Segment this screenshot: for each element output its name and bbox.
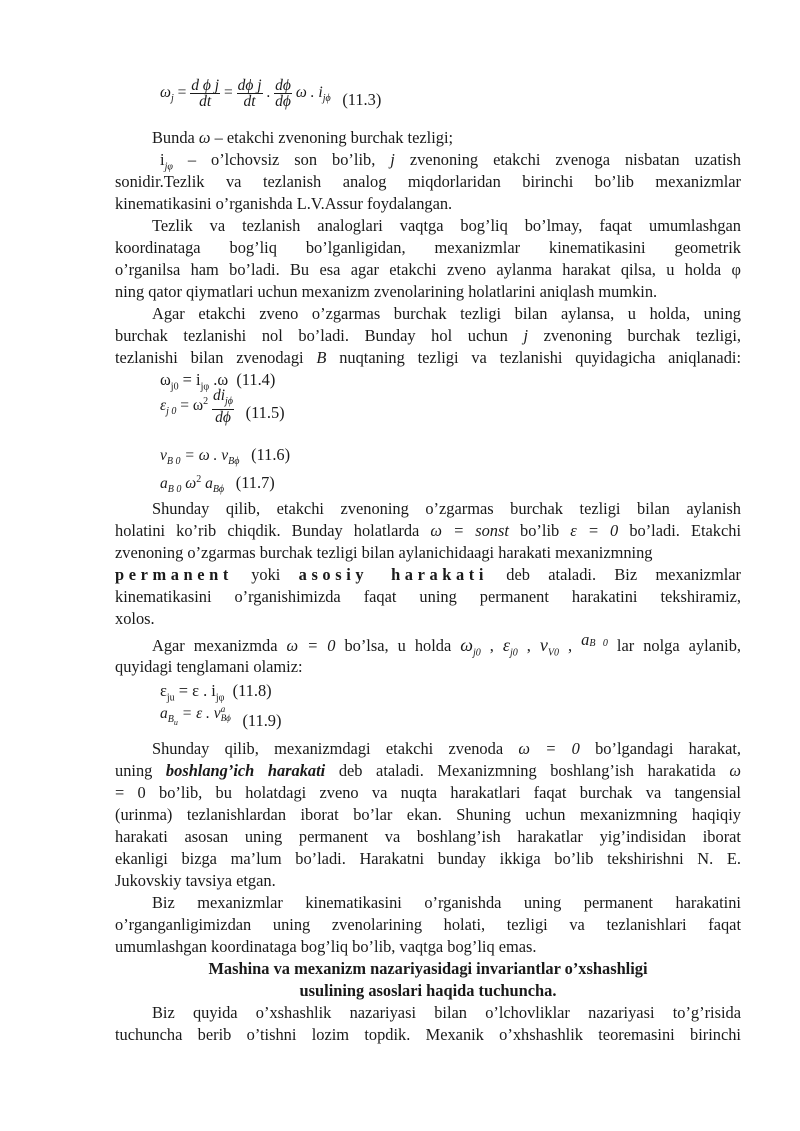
paragraph-line: = 0 bo’lib, bu holatdagi zveno va nuqta harakatlari faqat burchak va tangensial [115, 783, 741, 802]
equation-11-7 [160, 473, 275, 495]
eq-symbol: v [160, 447, 167, 464]
paragraph-line: Biz mexanizmlar kinematikasini o’rganishda uning permanent harakatini [152, 893, 741, 912]
text-run: j [523, 326, 528, 345]
fraction-numerator: d ϕ j [191, 77, 220, 94]
text-run: Bunda [152, 128, 199, 147]
symbol: v [539, 635, 548, 655]
eq-symbol: a [160, 705, 168, 722]
text-run: ω [198, 128, 211, 147]
paragraph-line: Shunday qilib, etakchi zvenoning o’zgarmas burchak tezligi bilan aylanish [152, 499, 741, 518]
eq-term: .ω [209, 370, 229, 389]
paragraph-line: ning qator qiymatlari uchun mexanizm zvenolarining holatlarini aniqlash mumkin. [115, 282, 658, 301]
paragraph-line: sonidir.Tezlik va tezlanish analog miqdorlaridan birinchi bo’lib mexanizmlar [115, 172, 741, 191]
paragraph-line [152, 128, 741, 148]
paragraph-line: Biz quyida o’xshashlik nazariyasi bilan o’lchovliklar nazariyasi to’g’risida [152, 1003, 741, 1022]
paragraph-line [152, 739, 741, 759]
text-run: Agar mexanizmda [152, 636, 287, 655]
paragraph-line: ekanligi bizga ma’lum bo’ladi. Harakatni bunday ikkiga bo’lib tekshirishni N. E. [115, 849, 741, 868]
subscript: j0 [510, 647, 518, 659]
equation-number: (11.6) [251, 445, 291, 464]
equation-number: (11.3) [342, 90, 382, 110]
eq-subscript-text: B [167, 714, 174, 726]
eq-symbol: ω [160, 84, 171, 102]
text-run: zvenoning etakchi zvenoga nisbatan uzatish [394, 150, 741, 169]
eq-subscript: B 0 [166, 456, 181, 468]
fraction-denominator: dt [199, 93, 212, 110]
eq-superscript: a [220, 704, 226, 715]
paragraph-line: Agar etakchi zveno o’zgarmas burchak tezligi bilan aylansa, u holda, uning [152, 304, 741, 323]
eq-superscript: 2 [196, 473, 202, 485]
equation-number: (11.8) [232, 681, 272, 700]
eq-term: = ω [176, 397, 204, 415]
text-run: ω [729, 761, 741, 780]
paragraph-line: zvenoning o’zgarmas burchak tezligi bilan aylanichidaagi harakati mexanizmning [115, 543, 653, 562]
equation-11-6 [160, 445, 290, 467]
fraction [190, 78, 220, 109]
text-run: ω = sonst [430, 521, 509, 540]
eq-subscript: jφ [200, 381, 210, 393]
paragraph-line: quyidagi tenglamani olamiz: [115, 657, 303, 676]
equation-number: (11.5) [245, 403, 285, 423]
paragraph-line [115, 521, 741, 541]
paragraph-line: kinematikasini o’rganishda L.V.Assur foydalangan. [115, 194, 453, 213]
paragraph-line: o’rganilsa ham bo’ladi. Bu esa agar etakchi zveno aylanma harakat qilsa, u holda φ [115, 260, 741, 279]
paragraph-line: Tezlik va tezlanish analoglari vaqtga bog’liq bo’lmay, faqat umumlashgan [152, 216, 741, 235]
fraction-numerator: di [212, 387, 226, 404]
eq-term: = ω . v [180, 447, 229, 464]
equation-number: (11.7) [235, 473, 275, 492]
text-run: – o’lchovsiz son bo’lib, [172, 150, 391, 169]
text-run: Shunday qilib, mexanizmdagi etakchi zvenoda [152, 739, 519, 758]
text-run: nuqtaning tezligi va tezlanishi quyidagicha aniqlanadi: [326, 348, 742, 367]
equation-11-8 [160, 681, 272, 703]
subscript: jφ [164, 161, 173, 173]
subscript: j0 [472, 647, 481, 659]
eq-term: = ε . v [177, 705, 221, 722]
eq-subscript: Bϕ [220, 713, 231, 724]
eq-subscript: Bϕ [228, 456, 240, 468]
equation-11-3: $\omega_j$ = $\frac{\text{d ϕ j}}{dt}$ = $\frac{\text{dϕ j}}{dt}$ . $\frac{d\phi}{d\phi}$ ω . $i_{j\phi}$ (11.3) [160, 77, 382, 110]
eq-symbol: ε [160, 397, 167, 415]
equation-number: (11.9) [242, 711, 282, 730]
fraction-denominator: dt [243, 93, 256, 110]
bold-italic-term: boshlang’ich harakati [165, 761, 326, 780]
eq-term: ω [181, 475, 197, 492]
paragraph-line: Agar mexanizmda ω = 0 bo’lsa, u holda $\omega_{j0}$ , $\varepsilon_{j0}$ , $v_{V0}$ , $a_{B 0}$ lar nolga aylanib, [152, 630, 742, 659]
section-heading-line-2: usulining asoslari haqida tuchuncha. [299, 981, 557, 1000]
text-run: bo’lgandagi harakat, [579, 739, 742, 758]
symbol: a [581, 630, 590, 649]
eq-term: ω . i [295, 84, 323, 102]
fraction-numerator: dϕ [275, 77, 291, 94]
eq-subscript: Bϕ [212, 484, 225, 496]
text-run: tezlanishi bilan zvenodagi [115, 348, 317, 367]
subscript: V0 [547, 647, 560, 659]
text-run: bo’lsa, u holda [335, 636, 461, 655]
fraction [212, 388, 234, 425]
paragraph-line: harakati asosan uning permanent va boshlang’ish harakatlar yig’indisidan iborat [115, 827, 741, 846]
eq-term: = i [178, 370, 201, 389]
eq-symbol: ω [160, 370, 171, 389]
eq-subscript: jϕ [322, 93, 331, 105]
paragraph-line: kinematikasini o’rganishimizda faqat uning permanent harakatini tekshiramiz, [115, 587, 741, 606]
text-run: ε = 0 [570, 521, 619, 540]
eq-subscript: jφ [215, 692, 225, 704]
text-run: burchak tezlanishi nol bo’ladi. Bunday hol uchun [115, 326, 524, 345]
eq-symbol: a [160, 475, 168, 492]
subscript: B 0 [589, 638, 608, 650]
spaced-term: asosiy harakati [298, 565, 488, 584]
paragraph-line: umumlashgan koordinataga bog’liq bo’lib, vaqtga bog’liq emas. [115, 937, 537, 956]
paragraph-line: koordinataga bog’liq bo’lganligidan, mexanizmlar kinematikasini geometrik [115, 238, 741, 257]
eq-subscript: jϕ [225, 396, 233, 408]
text-run: ω = 0 [286, 636, 336, 655]
text-run: bo’lib [508, 521, 571, 540]
equation-11-9 [160, 703, 282, 730]
eq-term: = ε . i [174, 681, 216, 700]
eq-subscript: j0 [170, 381, 179, 393]
text-run: bo’ladi. Etakchi [618, 521, 741, 540]
fraction [274, 78, 292, 109]
paragraph-line [115, 565, 741, 585]
text-run: lar nolga aylanib, [607, 636, 742, 655]
text-run: deb ataladi. Mexanizmning boshlang’ish harakatida [325, 761, 730, 780]
paragraph-line [160, 150, 741, 172]
paragraph-line [115, 326, 741, 346]
eq-subscript: j 0 [166, 406, 177, 418]
fraction-denominator: dϕ [215, 409, 231, 427]
text-run: B [316, 348, 327, 367]
eq-script-stack [221, 705, 231, 723]
text-run: deb ataladi. Biz mexanizmlar [487, 565, 741, 584]
text-run: yoki [232, 565, 299, 584]
text-run: zvenoning burchak tezligi, [528, 326, 741, 345]
text-run: i [160, 150, 165, 169]
symbol: ε [502, 635, 510, 655]
paragraph-line: Jukovskiy tavsiya etgan. [115, 871, 276, 890]
paragraph-line: o’rganganligimizdan uning zvenolarining holati, tezligi va tezlanishlari faqat [115, 915, 741, 934]
eq-subscript: ju [166, 692, 175, 704]
eq-symbol: ε [160, 681, 167, 700]
eq-subsubscript: u [173, 718, 178, 728]
text-run: – etakchi zvenoning burchak tezligi; [210, 128, 454, 147]
fraction-denominator: dϕ [275, 93, 291, 110]
paragraph-line [115, 761, 741, 781]
paragraph-line: xolos. [115, 609, 155, 628]
eq-superscript: 2 [203, 395, 209, 407]
paragraph-line: tuchuncha berib o’tishni lozim topdik. Mexanik o’xhshashlik teoremasini birinchi [115, 1025, 741, 1044]
equation-11-5 [160, 388, 285, 425]
text-run: holatini ko’rib chiqdik. Bunday holatlarda [115, 521, 431, 540]
paragraph-line [115, 348, 741, 368]
section-heading-line-1: Mashina va mexanizm nazariyasidagi invariantlar o’xshashligi [208, 959, 648, 978]
fraction-numerator: dϕ j [237, 77, 262, 94]
eq-subscript: j [170, 93, 174, 105]
eq-subscript: B 0 [167, 484, 182, 496]
paragraph-line: (urinma) tezlanishlardan iborat bo’lar ekan. Shuning uchun mexanizmning haqiqiy [115, 805, 741, 824]
symbol: ω [460, 635, 473, 655]
eq-subscript [167, 714, 178, 728]
fraction [237, 78, 263, 109]
eq-term: a [201, 475, 213, 492]
equation-number: (11.4) [236, 370, 276, 389]
text-run: uning [115, 761, 166, 780]
text-run: j [390, 150, 395, 169]
spaced-term: permanent [115, 565, 233, 584]
text-run: ω = 0 [518, 739, 580, 758]
